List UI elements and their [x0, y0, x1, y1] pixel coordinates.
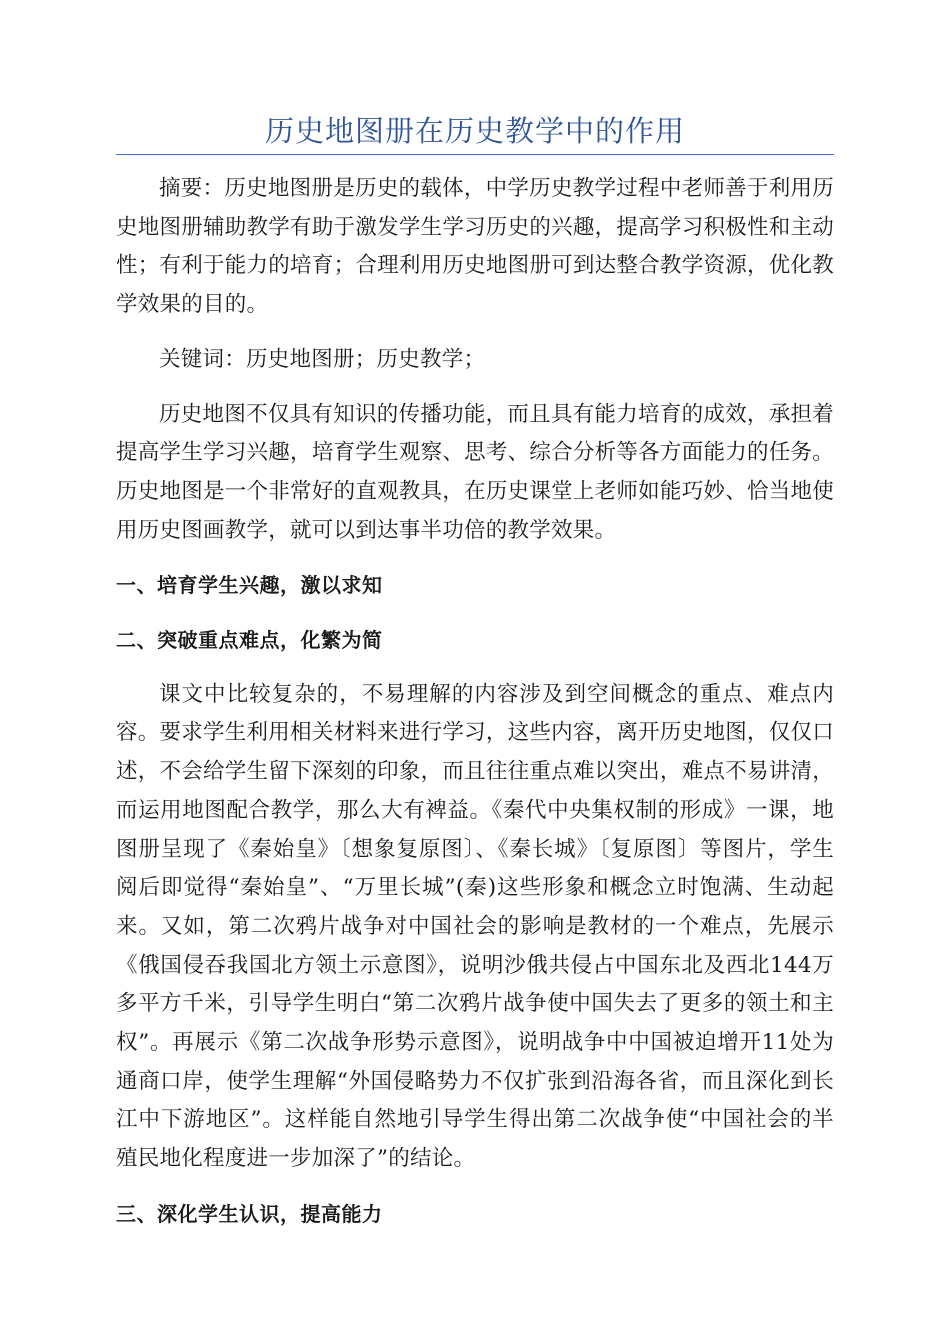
section-heading-1: 一、培育学生兴趣，激以求知	[116, 573, 383, 598]
title-underline	[116, 154, 834, 155]
document-title: 历史地图册在历史教学中的作用	[264, 114, 685, 148]
keywords-paragraph: 关键词：历史地图册；历史教学；	[159, 346, 486, 372]
abstract-paragraph: 摘要：历史地图册是历史的载体，中学历史教学过程中老师善于利用历史地图册辅助教学有助于激发学生学习历史的兴趣，提高学习积极性和主动性；有利于能力的培育；合理利用历史地图册可到达整合教学资源，优化教学效果的目的。	[116, 176, 834, 318]
document-body	[116, 170, 834, 1234]
section-2-paragraph: 课文中比较复杂的，不易理解的内容涉及到空间概念的重点、难点内容。要求学生利用相关材料来进行学习，这些内容，离开历史地图，仅仅口述，不会给学生留下深刻的印象，而且往往重点难以突出，难点不易讲清，而运用地图配合教学，那么大有裨益。《秦代中央集权制的形成》一课，地图册呈现了《秦始皇》〔想象复原图〕、《秦长城》〔复原图〕等图片，学生阅后即觉得“秦始皇”、“万里长城”(秦)这些形象和概念立时饱满、生动起来。又如，第二次鸦片战争对中国社会的影响是教材的一个难点，先展示《俄国侵吞我国北方领土示意图》，说明沙俄共侵占中国东北及西北144万多平方千米，引导学生明白“第二次鸦片战争使中国失去了更多的领土和主权”。再展示《第二次战争形势示意图》，说明战争中中国被迫增开11处为通商口岸，使学生理解“外国侵略势力不仅扩张到沿海各省，而且深化到长江中下游地区”。这样能自然地引导学生得出第二次战争使“中国社会的半殖民地化程度进一步加深了”的结论。	[116, 681, 834, 1172]
section-heading-3: 三、深化学生认识，提高能力	[116, 1201, 383, 1226]
intro-paragraph: 历史地图不仅具有知识的传播功能，而且具有能力培育的成效，承担着提高学生学习兴趣，培育学生观察、思考、综合分析等各方面能力的任务。历史地图是一个非常好的直观教具，在历史课堂上老师如能巧妙、恰当地使用历史图画教学，就可以到达事半功倍的教学效果。	[116, 401, 834, 543]
section-heading-2: 二、突破重点难点，化繁为简	[116, 628, 383, 653]
